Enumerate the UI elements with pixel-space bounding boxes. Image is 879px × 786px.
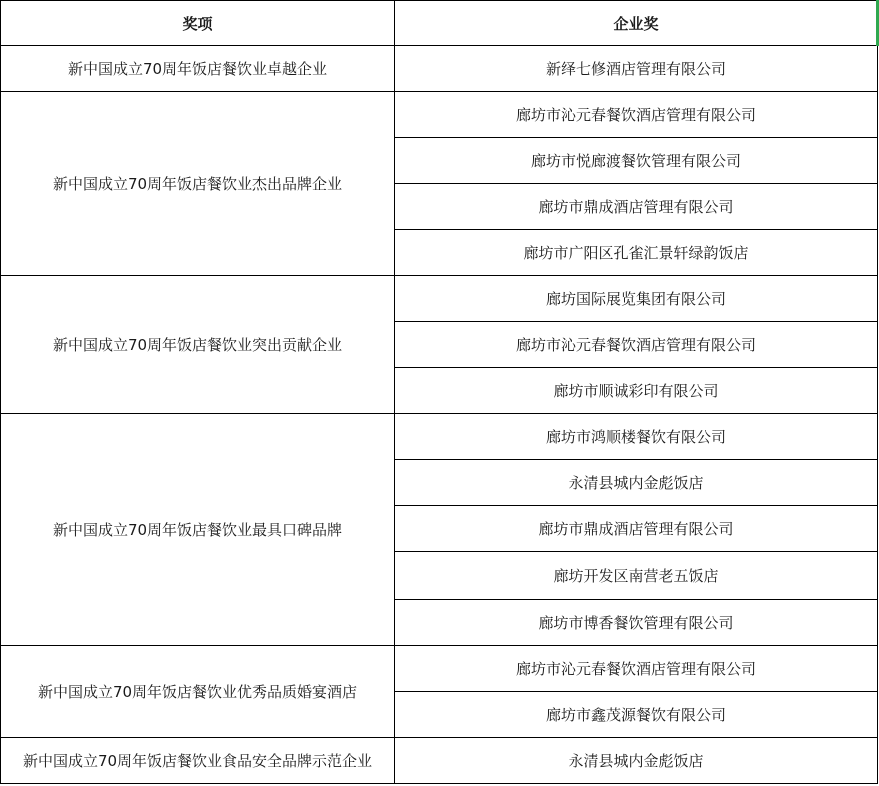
table-row <box>1 646 878 692</box>
header-award: 奖项 <box>1 1 395 46</box>
award-cell: 新中国成立70周年饭店餐饮业最具口碑品牌 <box>1 414 395 646</box>
company-cell: 廊坊市鸿顺楼餐饮有限公司 <box>395 414 878 460</box>
company-cell: 廊坊市博香餐饮管理有限公司 <box>395 600 878 646</box>
award-cell: 新中国成立70周年饭店餐饮业优秀品质婚宴酒店 <box>1 646 395 738</box>
company-cell: 永清县城内金彪饭店 <box>395 738 878 784</box>
company-cell: 廊坊市鑫茂源餐饮有限公司 <box>395 692 878 738</box>
company-cell: 廊坊市鼎成酒店管理有限公司 <box>395 506 878 552</box>
header-row <box>1 1 878 46</box>
table-row <box>1 92 878 138</box>
company-cell: 廊坊市顺诚彩印有限公司 <box>395 368 878 414</box>
company-cell: 廊坊市悦廊渡餐饮管理有限公司 <box>395 138 878 184</box>
award-cell: 新中国成立70周年饭店餐饮业杰出品牌企业 <box>1 92 395 276</box>
company-cell: 廊坊市沁元春餐饮酒店管理有限公司 <box>395 646 878 692</box>
company-cell: 廊坊市沁元春餐饮酒店管理有限公司 <box>395 92 878 138</box>
table-row <box>1 414 878 460</box>
table-row <box>1 46 878 92</box>
award-cell: 新中国成立70周年饭店餐饮业食品安全品牌示范企业 <box>1 738 395 784</box>
table-row <box>1 276 878 322</box>
table-row <box>1 738 878 784</box>
award-cell: 新中国成立70周年饭店餐饮业卓越企业 <box>1 46 395 92</box>
company-cell: 新绎七修酒店管理有限公司 <box>395 46 878 92</box>
company-cell: 廊坊开发区南营老五饭店 <box>395 552 878 600</box>
header-company: 企业奖 <box>395 1 878 46</box>
company-cell: 廊坊市鼎成酒店管理有限公司 <box>395 184 878 230</box>
company-cell: 永清县城内金彪饭店 <box>395 460 878 506</box>
award-cell: 新中国成立70周年饭店餐饮业突出贡献企业 <box>1 276 395 414</box>
company-cell: 廊坊市广阳区孔雀汇景轩绿韵饭店 <box>395 230 878 276</box>
company-cell: 廊坊国际展览集团有限公司 <box>395 276 878 322</box>
company-cell: 廊坊市沁元春餐饮酒店管理有限公司 <box>395 322 878 368</box>
